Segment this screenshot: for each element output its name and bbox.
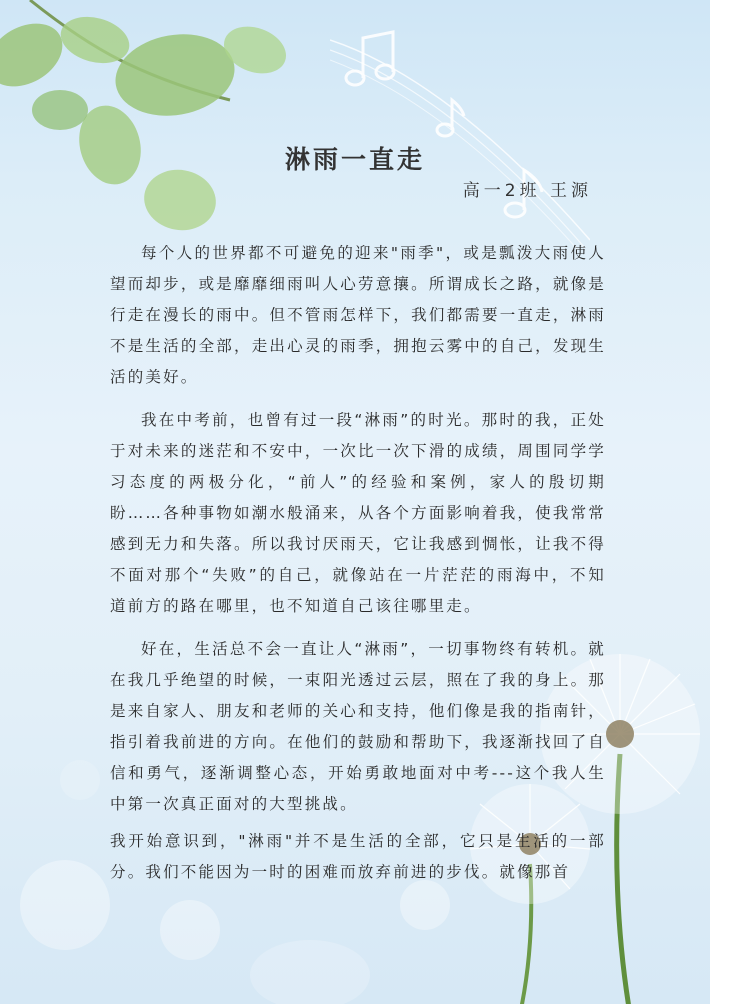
bokeh-decoration (160, 900, 220, 960)
music-notes-decoration (330, 20, 590, 250)
essay-title: 淋雨一直走 (284, 145, 425, 174)
paragraph-3: 好在，生活总不会一直让人“淋雨”，一切事物终有转机。就在我几乎绝望的时候，一束阳光透过云层，照在了我的身上。那是来自家人、朋友和老师的关心和支持，他们像是我的指南针，指引着我前进的方向。在他们的鼓励和帮助下，我逐渐找回了自信和勇气，逐渐调整心态，开始勇敢地面对中考---这个我人生中第一次真正面对的大型挑战。 (110, 640, 606, 813)
bokeh-decoration (20, 860, 110, 950)
bokeh-decoration (60, 760, 100, 800)
paragraph-4: 我开始意识到，"淋雨"并不是生活的全部，它只是生活的一部分。我们不能因为一时的困难而放弃前进的步伐。就像那首 (110, 832, 606, 881)
author-line: 高一2班 王源 (462, 181, 592, 201)
essay-body (110, 238, 606, 900)
bokeh-decoration (250, 940, 370, 1004)
leaves-decoration (0, 0, 300, 250)
paragraph-1: 每个人的世界都不可避免的迎来"雨季"，或是瓢泼大雨使人望而却步，或是靡靡细雨叫人心劳意攘。所谓成长之路，就像是行走在漫长的雨中。但不管雨怎样下，我们都需要一直走，淋雨不是生活的全部，走出心灵的雨季，拥抱云雾中的自己，发现生活的美好。 (110, 244, 606, 386)
paragraph-2: 我在中考前，也曾有过一段“淋雨”的时光。那时的我，正处于对未来的迷茫和不安中，一次比一次下滑的成绩，周围同学学习态度的两极分化，“前人”的经验和案例，家人的殷切期盼……各种事物如潮水般涌来，从各个方面影响着我，使我常常感到无力和失落。所以我讨厌雨天，它让我感到惆怅，让我不得不面对那个“失败”的自己，就像站在一片茫茫的雨海中，不知道前方的路在哪里，也不知道自己该往哪里走。 (110, 411, 606, 615)
